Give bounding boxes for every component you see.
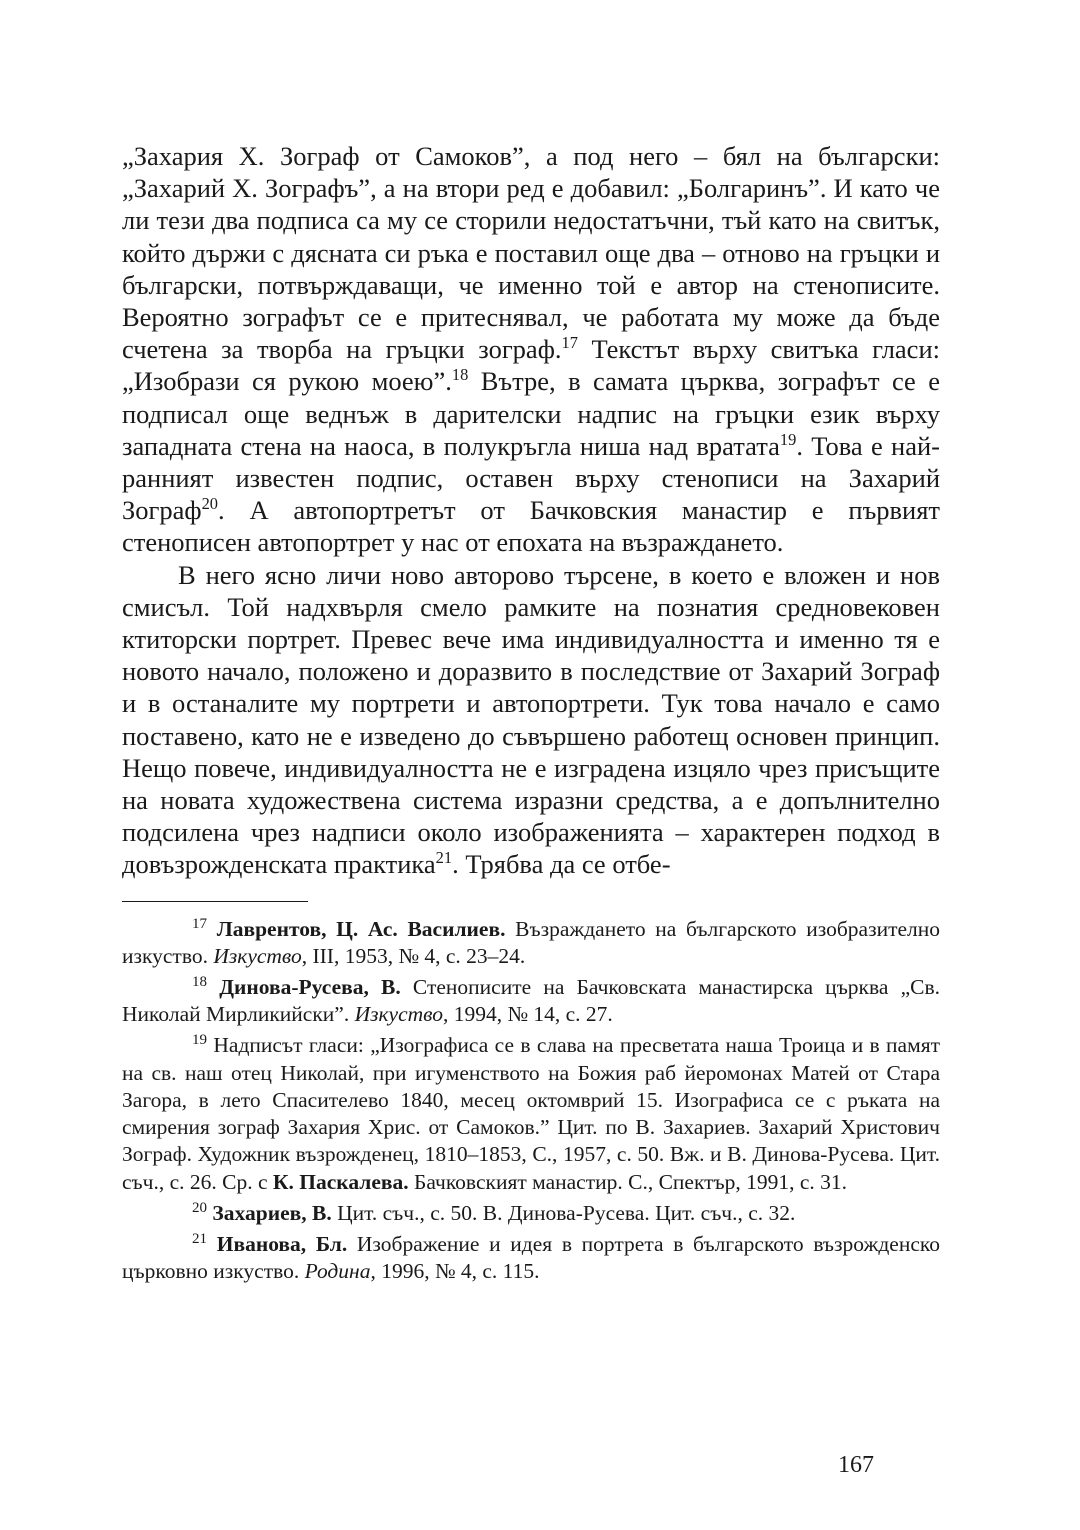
page-content xyxy=(122,140,940,1289)
footnote-ref-18[interactable]: 18 xyxy=(451,365,469,385)
footnote-ref-20[interactable]: 20 xyxy=(201,494,218,514)
footnote-divider xyxy=(122,901,308,902)
footnote-ref-21[interactable]: 21 xyxy=(435,848,453,868)
page-number: 167 xyxy=(838,1452,874,1478)
footnote-19: $^{19}$ Надписът гласи: „Изографиса се в слава на пресветата наша Троица и в памят на св. наш отец Николай, при игуменството на Божия раб йеромонах Матей от Стара Загора, в лето Спасителево 1840, месец октомврий 15. Изографиса се с ръката на смирения зограф Захария Хрис. от Самоков.” Цит. по В. Захариев. Захарий Христович Зограф. Художник възрожденец, 1810–1853, С., 1957, с. 50. Вж. и В. Динова-Русева. Цит. съч., с. 26. Ср. с К. Паскалева. Бачковският манастир. С., Спектър, 1991, с. 31. xyxy=(122,1032,940,1194)
paragraph-1: „Захария Х. Зограф от Самоков”, а под него – бял на български: „Захарий Х. Зографъ”, а на втори ред е добавил: „Болгаринъ”. И като че ли тези два подписа са му се сторили недостатъчни, тъй като на свитък, който държи с дясната си ръка е поставил още два – отново на гръцки и български, потвърждаващи, че именно той е автор на стенописите. Вероятно зографът се е притеснявал, че работата му може да бъде счетена за творба на гръцки зограф.$^{17}$ Текстът върху свитъка гласи: „Изобрази ся рукою моею”.$^{18}$ Вътре, в самата църква, зографът се е подписал още веднъж в дарителски надпис на гръцки език върху западната стена на наоса, в полукръгла ниша над вратата$^{19}$. Това е най-ранният известен подпис, оставен върху стенописи на Захарий Зограф$^{20}$. А автопортретът от Бачковския манастир е първият стенописен автопортрет у нас от епохата на възраждането. xyxy=(122,141,940,558)
main-text xyxy=(122,140,940,881)
paragraph-2: В него ясно личи ново авторово търсене, в което е вложен и нов смисъл. Той надхвърля смело рамките на познатия средновековен ктиторски портрет. Превес вече има индивидуалността и именно тя е новото начало, положено и доразвито в последствие от Захарий Зограф и в останалите му портрети и автопортрети. Тук това начало е само поставено, като не е изведено до съвършено работещ основен принцип. Нещо повече, индивидуалността не е изградена изцяло чрез присъщите на новата художествена система изразни средства, а е допълнително подсилена чрез надписи около изображенията – характерен подход в довъзрожденската практика$^{21}$. Трябва да се отбе- xyxy=(122,559,940,880)
footnote-17: $^{17}$ Лаврентов, Ц. Ас. Василиев. Възраждането на българското изобразително изкуство. Изкуство, III, 1953, № 4, с. 23–24. xyxy=(122,915,940,968)
footnote-21: $^{21}$ Иванова, Бл. Изображение и идея в портрета в българското възрожденско църковно изкуство. Родина, 1996, № 4, с. 115. xyxy=(122,1230,940,1284)
footnote-20: $^{20}$ Захариев, В. Цит. съч., с. 50. В. Динова-Русева. Цит. съч., с. 32. xyxy=(192,1199,796,1225)
footnotes xyxy=(122,916,940,1286)
footnote-ref-17[interactable]: 17 xyxy=(561,333,578,353)
footnote-ref-19[interactable]: 19 xyxy=(779,430,797,449)
footnote-18: $^{18}$ Динова-Русева, В. Стенописите на Бачковската манастирска църква „Св. Николай Мирликийски”. Изкуство, 1994, № 14, с. 27. xyxy=(122,973,940,1027)
